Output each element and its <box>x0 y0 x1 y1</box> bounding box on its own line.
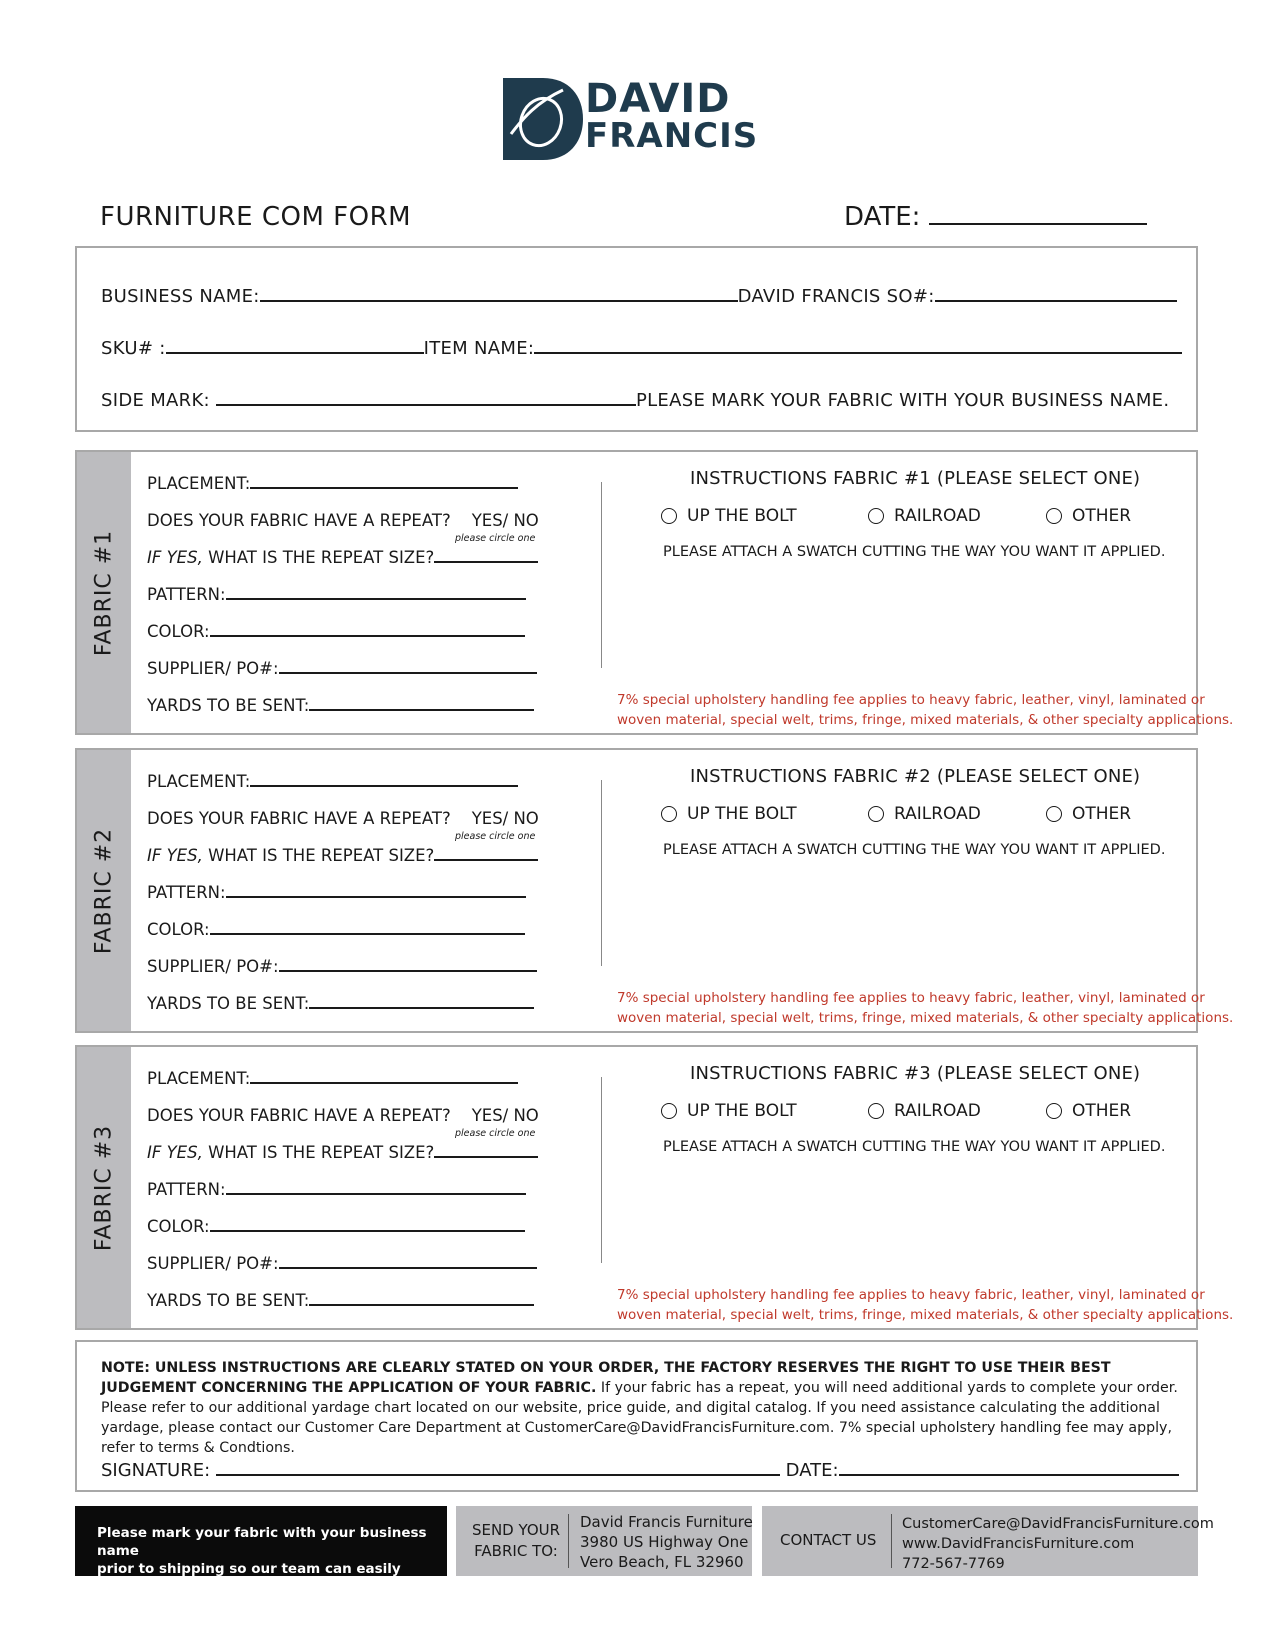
option-label: RAILROAD <box>894 506 981 526</box>
contact-email-link[interactable]: CustomerCare@DavidFrancisFurniture.com <box>902 1516 1214 1532</box>
footer-notice-text <box>97 1524 447 1596</box>
color-line[interactable] <box>210 635 525 637</box>
option-label: OTHER <box>1072 1101 1132 1121</box>
circle-note: please circle one <box>455 831 536 842</box>
address-line-3: Vero Beach, FL 32960 <box>580 1553 744 1571</box>
handling-fee-note <box>617 690 1233 730</box>
send-fabric-label <box>468 1520 564 1562</box>
fabric-side-bar <box>77 750 131 1031</box>
date-label: DATE: <box>844 202 921 232</box>
fabric-label: FABRIC #2 <box>91 827 117 954</box>
placement-label: PLACEMENT: <box>147 1069 251 1088</box>
attach-swatch-note: PLEASE ATTACH A SWATCH CUTTING THE WAY YOU WANT IT APPLIED. <box>663 842 1166 858</box>
placement-line[interactable] <box>250 785 518 787</box>
pattern-label: PATTERN: <box>147 585 226 604</box>
date-field[interactable] <box>844 202 1147 232</box>
placement-line[interactable] <box>250 487 518 489</box>
yes-no-choice[interactable]: YES/ NO <box>471 511 539 530</box>
sku-label: SKU# : <box>101 338 166 359</box>
radio-icon[interactable] <box>868 508 884 524</box>
supplier-field[interactable] <box>147 957 537 976</box>
fee-line-1: 7% special upholstery handling fee applies to heavy fabric, leather, vinyl, laminated or <box>617 692 1205 708</box>
placement-field[interactable] <box>147 1069 518 1088</box>
attach-swatch-note: PLEASE ATTACH A SWATCH CUTTING THE WAY YOU WANT IT APPLIED. <box>663 1139 1166 1155</box>
yards-field[interactable] <box>147 1291 534 1310</box>
circle-note: please circle one <box>455 1128 536 1139</box>
repeat-size-field[interactable] <box>147 1143 538 1162</box>
business-name-label: BUSINESS NAME: <box>101 286 260 307</box>
business-name-line[interactable] <box>260 300 738 302</box>
option-label: UP THE BOLT <box>687 804 797 824</box>
signature-row <box>101 1460 1179 1481</box>
yards-label: YARDS TO BE SENT: <box>147 994 310 1013</box>
repeat-size-line[interactable] <box>434 1156 538 1158</box>
option-up-the-bolt[interactable] <box>661 1101 797 1121</box>
circle-note: please circle one <box>455 533 536 544</box>
yards-line[interactable] <box>309 1007 534 1009</box>
yes-no-choice[interactable]: YES/ NO <box>471 1106 539 1125</box>
item-name-label: ITEM NAME: <box>423 338 535 359</box>
fee-line-1: 7% special upholstery handling fee applies to heavy fabric, leather, vinyl, laminated or <box>617 990 1205 1006</box>
supplier-label: SUPPLIER/ PO#: <box>147 659 279 678</box>
repeat-question <box>147 511 539 530</box>
option-other[interactable] <box>1046 804 1131 824</box>
pattern-label: PATTERN: <box>147 883 226 902</box>
color-field[interactable] <box>147 920 525 939</box>
shipping-address <box>580 1512 753 1572</box>
color-field[interactable] <box>147 1217 525 1236</box>
signature-date-label: DATE: <box>785 1460 839 1481</box>
fee-line-2: woven material, special welt, trims, fringe, mixed materials, & other specialty applications. <box>617 712 1234 728</box>
pattern-line[interactable] <box>226 598 526 600</box>
instructions-title: INSTRUCTIONS FABRIC #2 (PLEASE SELECT ONE) <box>690 766 1141 787</box>
if-yes-label: IF YES, <box>147 548 203 567</box>
repeat-question <box>147 809 539 828</box>
signature-line[interactable] <box>216 1474 780 1476</box>
address-line-2: 3980 US Highway One <box>580 1533 749 1551</box>
so-number-line[interactable] <box>935 300 1177 302</box>
color-label: COLOR: <box>147 1217 210 1236</box>
form-title: FURNITURE COM FORM <box>100 202 412 232</box>
yards-line[interactable] <box>309 1304 534 1306</box>
radio-icon[interactable] <box>868 806 884 822</box>
if-yes-label: IF YES, <box>147 1143 203 1162</box>
repeat-size-label: WHAT IS THE REPEAT SIZE? <box>208 1143 435 1162</box>
supplier-field[interactable] <box>147 659 537 678</box>
fabric-section-2 <box>75 748 1234 1033</box>
attach-swatch-note: PLEASE ATTACH A SWATCH CUTTING THE WAY YOU WANT IT APPLIED. <box>663 544 1166 560</box>
send-label-line-2: FABRIC TO: <box>474 1542 558 1560</box>
fee-line-1: 7% special upholstery handling fee applies to heavy fabric, leather, vinyl, laminated or <box>617 1287 1205 1303</box>
section-divider <box>601 482 602 668</box>
send-label-line-1: SEND YOUR <box>471 1521 561 1539</box>
sku-line[interactable] <box>166 352 424 354</box>
radio-icon[interactable] <box>661 1103 677 1119</box>
terms-note <box>101 1358 1181 1458</box>
fabric-label: FABRIC #3 <box>91 1124 117 1251</box>
yards-field[interactable] <box>147 994 534 1013</box>
terms-note-box <box>75 1340 1198 1492</box>
fee-line-2: woven material, special welt, trims, fringe, mixed materials, & other specialty applications. <box>617 1307 1234 1323</box>
radio-icon[interactable] <box>661 508 677 524</box>
yards-label: YARDS TO BE SENT: <box>147 1291 310 1310</box>
repeat-size-line[interactable] <box>434 859 538 861</box>
option-up-the-bolt[interactable] <box>661 804 797 824</box>
side-mark-line[interactable] <box>216 404 636 406</box>
terms-note-bold: NOTE: UNLESS INSTRUCTIONS ARE CLEARLY STATED ON YOUR ORDER, THE FACTORY RESERVES THE RIGHT TO USE THEIR BEST JUDGEMENT CONCERNING THE APPLICATION OF YOUR FABRIC. <box>101 1360 1111 1396</box>
side-mark-row <box>101 390 1169 411</box>
repeat-size-field[interactable] <box>147 548 538 567</box>
supplier-field[interactable] <box>147 1254 537 1273</box>
business-info-box <box>75 246 1198 432</box>
radio-icon[interactable] <box>1046 1103 1062 1119</box>
instructions-title: INSTRUCTIONS FABRIC #1 (PLEASE SELECT ONE) <box>690 468 1141 489</box>
supplier-line[interactable] <box>279 672 537 674</box>
signature-date-line[interactable] <box>839 1474 1179 1476</box>
so-number-label: DAVID FRANCIS SO#: <box>737 286 935 307</box>
pattern-field[interactable] <box>147 585 526 604</box>
pattern-field[interactable] <box>147 883 526 902</box>
radio-icon[interactable] <box>1046 806 1062 822</box>
pattern-field[interactable] <box>147 1180 526 1199</box>
contact-us-label: CONTACT US <box>780 1531 877 1549</box>
option-label: UP THE BOLT <box>687 506 797 526</box>
fabric-section-1 <box>75 450 1234 735</box>
section-divider <box>601 780 602 966</box>
pattern-line[interactable] <box>226 1193 526 1195</box>
supplier-line[interactable] <box>279 1267 537 1269</box>
handling-fee-note <box>617 988 1233 1028</box>
repeat-question-label: DOES YOUR FABRIC HAVE A REPEAT? <box>147 809 451 828</box>
section-divider <box>601 1077 602 1263</box>
fabric-label: FABRIC #1 <box>91 529 117 656</box>
contact-phone[interactable]: 772-567-7769 <box>902 1556 1005 1572</box>
yes-no-choice[interactable]: YES/ NO <box>471 809 539 828</box>
option-railroad[interactable] <box>868 506 981 526</box>
radio-icon[interactable] <box>868 1103 884 1119</box>
contact-website-link[interactable]: www.DavidFrancisFurniture.com <box>902 1536 1135 1552</box>
yards-field[interactable] <box>147 696 534 715</box>
repeat-size-label: WHAT IS THE REPEAT SIZE? <box>208 846 435 865</box>
david-francis-logo <box>503 78 773 160</box>
color-label: COLOR: <box>147 920 210 939</box>
repeat-question <box>147 1106 539 1125</box>
pattern-label: PATTERN: <box>147 1180 226 1199</box>
placement-label: PLACEMENT: <box>147 772 251 791</box>
repeat-size-label: WHAT IS THE REPEAT SIZE? <box>208 548 435 567</box>
option-label: RAILROAD <box>894 804 981 824</box>
placement-field[interactable] <box>147 474 518 493</box>
color-label: COLOR: <box>147 622 210 641</box>
handling-fee-note <box>617 1285 1233 1325</box>
terms-note-body: If your fabric has a repeat, you will need additional yards to complete your order. Please refer to our additional yardage chart located on our website, price guide, and digital catalog. If you need assistance calculating the additional yardage, please contact our Customer Care Department at CustomerCare@DavidFrancisFurniture.com. 7% special upholstery handling fee may apply, refer to terms & Condtions. <box>101 1380 1178 1456</box>
side-mark-label: SIDE MARK: <box>101 390 210 411</box>
footer-notice-line-2: prior to shipping so our team can easily identify it. <box>97 1561 401 1595</box>
footer-divider <box>891 1514 892 1568</box>
repeat-question-label: DOES YOUR FABRIC HAVE A REPEAT? <box>147 511 451 530</box>
radio-icon[interactable] <box>661 806 677 822</box>
sku-row <box>101 338 1182 359</box>
business-name-row <box>101 286 1177 307</box>
yards-label: YARDS TO BE SENT: <box>147 696 310 715</box>
footer-mark-notice <box>75 1506 447 1595</box>
signature-label: SIGNATURE: <box>101 1460 211 1481</box>
mark-fabric-note: PLEASE MARK YOUR FABRIC WITH YOUR BUSINESS NAME. <box>635 390 1170 411</box>
logo-text-francis: FRANCIS <box>585 116 759 156</box>
contact-details <box>902 1514 1214 1574</box>
color-line[interactable] <box>210 1230 525 1232</box>
option-other[interactable] <box>1046 1101 1131 1121</box>
repeat-size-field[interactable] <box>147 846 538 865</box>
logo-d-mark-icon <box>503 78 583 160</box>
if-yes-label: IF YES, <box>147 846 203 865</box>
footer-divider <box>568 1514 569 1568</box>
footer-notice-line-1: Please mark your fabric with your business name <box>97 1525 427 1559</box>
option-railroad[interactable] <box>868 1101 981 1121</box>
item-name-line[interactable] <box>534 352 1182 354</box>
address-line-1: David Francis Furniture <box>580 1513 753 1531</box>
color-line[interactable] <box>210 933 525 935</box>
logo-text-david: DAVID <box>585 76 731 122</box>
supplier-line[interactable] <box>279 970 537 972</box>
footer-send-fabric <box>456 1506 752 1576</box>
supplier-label: SUPPLIER/ PO#: <box>147 957 279 976</box>
placement-line[interactable] <box>250 1082 518 1084</box>
footer-contact <box>762 1506 1214 1576</box>
repeat-size-line[interactable] <box>434 561 538 563</box>
option-label: UP THE BOLT <box>687 1101 797 1121</box>
yards-line[interactable] <box>309 709 534 711</box>
option-other[interactable] <box>1046 506 1131 526</box>
date-line[interactable] <box>929 223 1147 225</box>
fabric-side-bar <box>77 1047 131 1328</box>
fabric-section-3 <box>75 1045 1234 1330</box>
radio-icon[interactable] <box>1046 508 1062 524</box>
option-label: OTHER <box>1072 506 1132 526</box>
repeat-question-label: DOES YOUR FABRIC HAVE A REPEAT? <box>147 1106 451 1125</box>
placement-label: PLACEMENT: <box>147 474 251 493</box>
option-label: OTHER <box>1072 804 1132 824</box>
option-railroad[interactable] <box>868 804 981 824</box>
fabric-side-bar <box>77 452 131 733</box>
color-field[interactable] <box>147 622 525 641</box>
option-up-the-bolt[interactable] <box>661 506 797 526</box>
supplier-label: SUPPLIER/ PO#: <box>147 1254 279 1273</box>
option-label: RAILROAD <box>894 1101 981 1121</box>
fee-line-2: woven material, special welt, trims, fringe, mixed materials, & other specialty applications. <box>617 1010 1234 1026</box>
pattern-line[interactable] <box>226 896 526 898</box>
instructions-title: INSTRUCTIONS FABRIC #3 (PLEASE SELECT ONE) <box>690 1063 1141 1084</box>
placement-field[interactable] <box>147 772 518 791</box>
